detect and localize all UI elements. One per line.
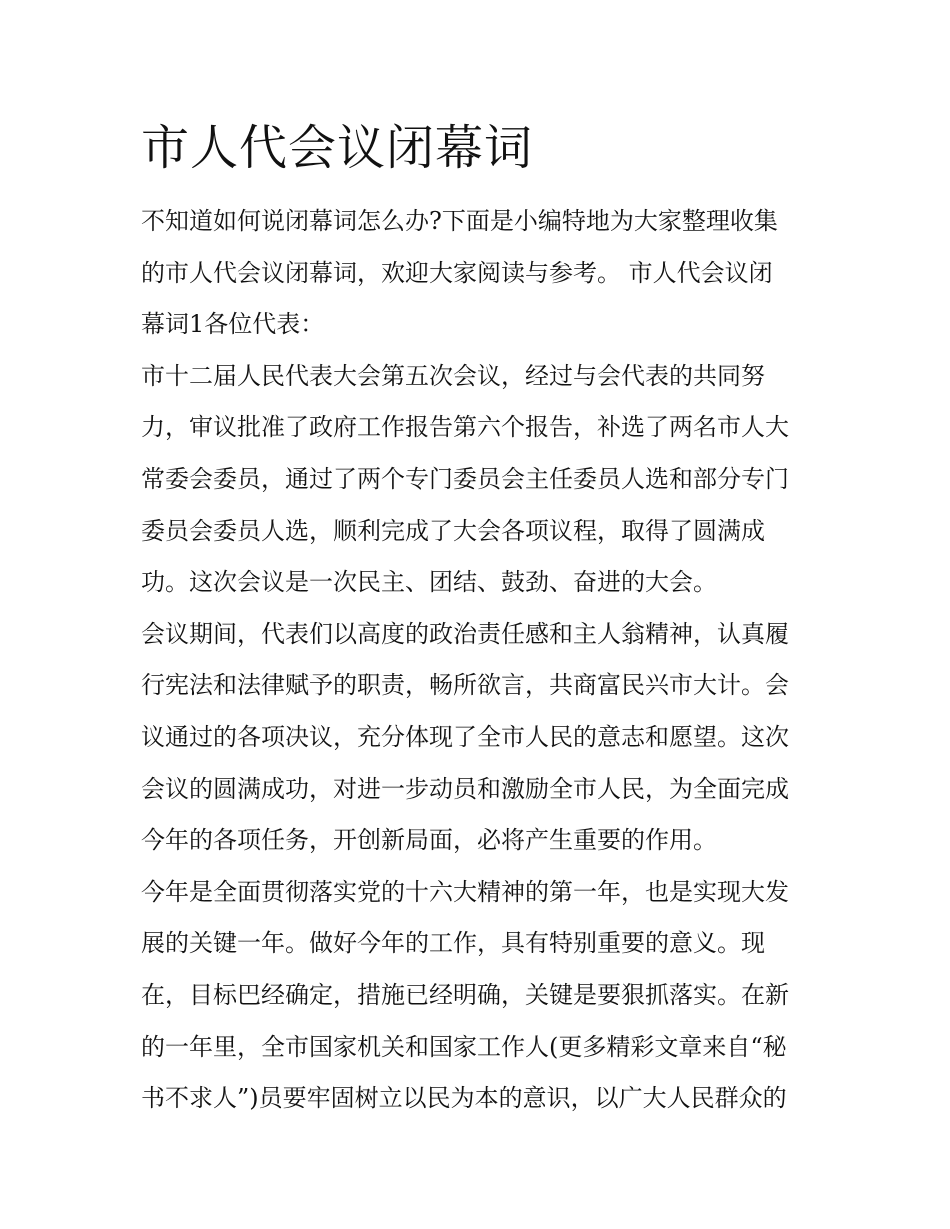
- document-body: [141, 196, 821, 1125]
- text-line: 会议期间，代表们以高度的政治责任感和主人翁精神，认真履: [141, 619, 789, 648]
- document-title: 市人代会议闭幕词: [141, 120, 534, 176]
- text-line: 展的关键一年。做好今年的工作，具有特别重要的意义。现: [141, 929, 765, 958]
- text-line: 在，目标巴经确定，措施已经明确，关键是要狠抓落实。在新: [141, 980, 789, 1009]
- text-line: 委员会委员人选，顺利完成了大会各项议程，取得了圆满成: [141, 516, 765, 545]
- text-line: 不知道如何说闭幕词怎么办?下面是小编特地为大家整理收集: [141, 207, 778, 235]
- text-line: 会议的圆满成功，对进一步动员和激励全市人民，为全面完成: [141, 774, 789, 803]
- text-line: 市十二届人民代表大会第五次会议，经过与会代表的共同努: [141, 361, 765, 390]
- text-line: 常委会委员，通过了两个专门委员会主任委员人选和部分专门: [141, 464, 789, 493]
- text-line: 的市人代会议闭幕词，欢迎大家阅读与参考。 市人代会议闭: [141, 258, 773, 287]
- text-line: 的一年里，全市国家机关和国家工作人(更多精彩文章来自“秘: [141, 1032, 787, 1061]
- text-line: 幕词1各位代表：: [141, 310, 325, 339]
- text-line: 力，审议批准了政府工作报告第六个报告，补选了两名市人大: [141, 413, 789, 442]
- text-line: 今年的各项任务，开创新局面，必将产生重要的作用。: [141, 826, 717, 855]
- text-line: 今年是全面贯彻落实党的十六大精神的第一年，也是实现大发: [141, 877, 789, 906]
- text-line: 书不求人”)员要牢固树立以民为本的意识，以广大人民群众的: [141, 1084, 787, 1113]
- text-line: 行宪法和法律赋予的职责，畅所欲言，共商富民兴市大计。会: [141, 671, 789, 700]
- text-line: 功。这次会议是一次民主、团结、鼓劲、奋进的大会。: [141, 568, 717, 597]
- text-line: 议通过的各项决议，充分体现了全市人民的意志和愿望。这次: [141, 722, 789, 751]
